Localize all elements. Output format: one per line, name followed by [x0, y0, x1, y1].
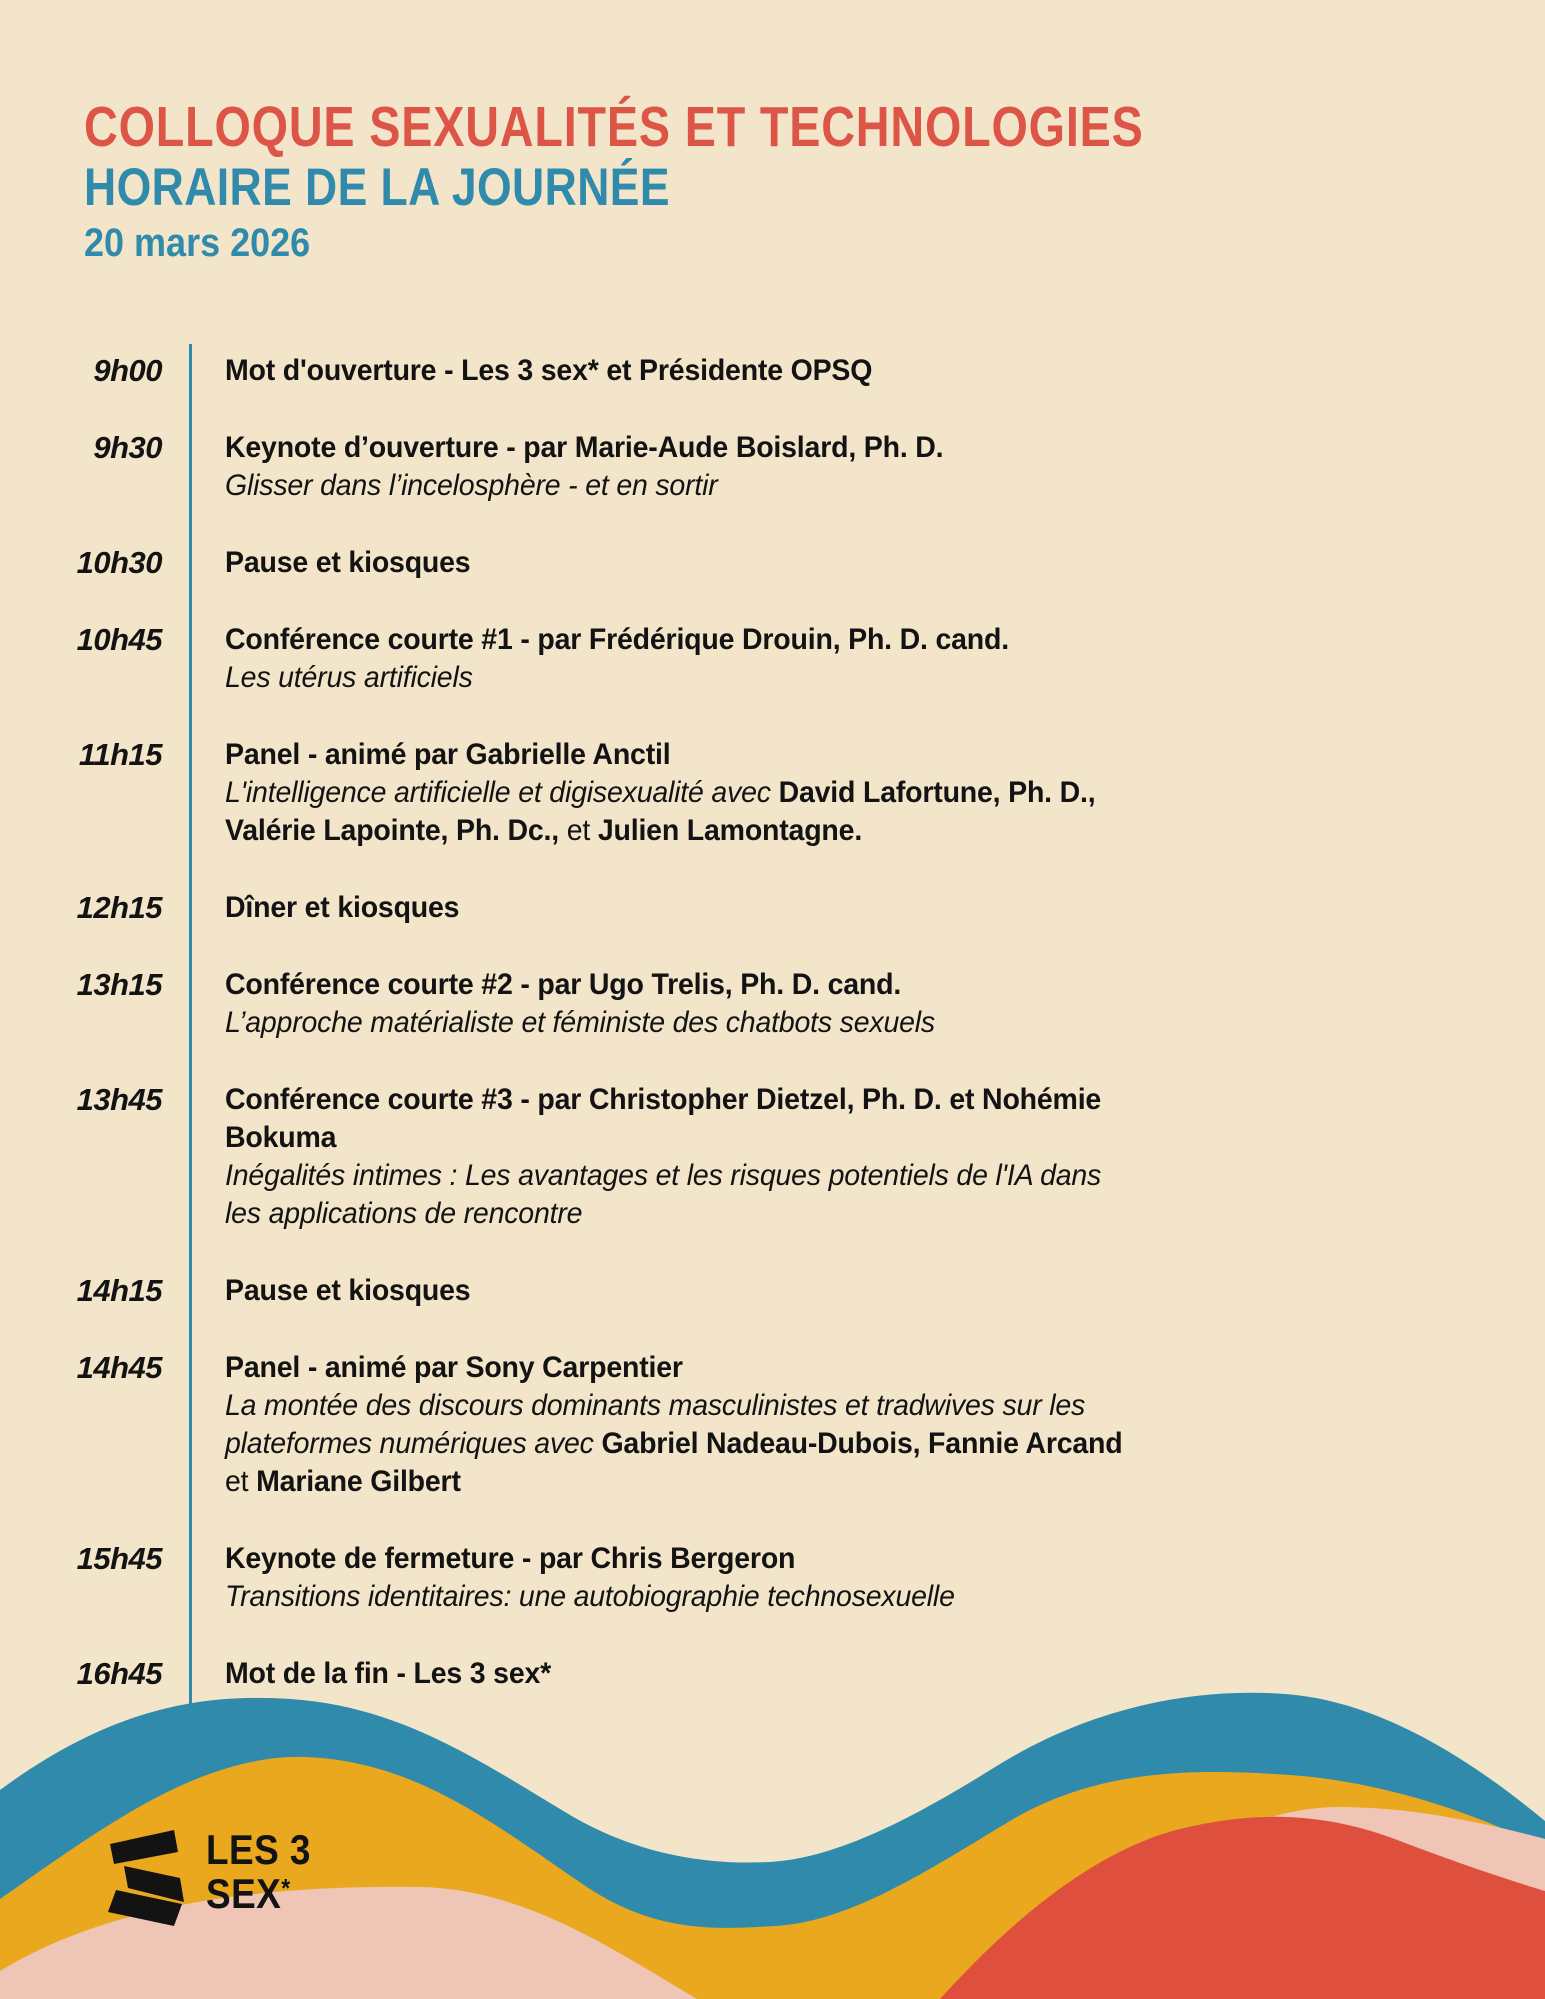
event-details — [225, 544, 1420, 582]
event-time: 14h45 — [76, 1350, 162, 1385]
schedule-row — [0, 621, 1420, 697]
schedule-row — [0, 429, 1420, 505]
schedule-row — [0, 1272, 1420, 1310]
event-subtitle-line: plateformes numériques avec Gabriel Nadeau-Dubois, Fannie Arcand — [225, 1427, 1123, 1460]
event-details — [225, 429, 1420, 505]
event-title-line: Dîner et kiosques — [225, 891, 460, 924]
logo-line1: LES 3 — [206, 1826, 311, 1873]
event-subtitle-line: Inégalités intimes : Les avantages et les risques potentiels de l'IA dans — [225, 1159, 1102, 1192]
event-subtitle-line: Les utérus artificiels — [225, 661, 473, 694]
event-subtitle-line: et Mariane Gilbert — [225, 1465, 461, 1498]
event-time: 15h45 — [76, 1541, 162, 1576]
event-subtitle-line: La montée des discours dominants masculinistes et tradwives sur les — [225, 1389, 1086, 1422]
schedule-row — [0, 1349, 1420, 1501]
les3sex-logo-text — [206, 1826, 311, 1917]
les3sex-logo — [106, 1828, 325, 1926]
schedule-list — [0, 352, 1420, 1732]
event-title-line: Bokuma — [225, 1121, 337, 1154]
event-details — [225, 1540, 1420, 1616]
event-title-line: Conférence courte #1 - par Frédérique Drouin, Ph. D. cand. — [225, 623, 1009, 656]
schedule-row — [0, 736, 1420, 850]
event-title-line: Conférence courte #2 - par Ugo Trelis, Ph. D. cand. — [225, 968, 902, 1001]
event-time: 11h15 — [78, 737, 162, 772]
schedule-row — [0, 1655, 1420, 1693]
event-title-line: Mot d'ouverture - Les 3 sex* et Présidente OPSQ — [225, 354, 873, 387]
event-details — [225, 1081, 1420, 1233]
event-details — [225, 621, 1420, 697]
event-subtitle-line: Valérie Lapointe, Ph. Dc., et Julien Lamontagne. — [225, 814, 863, 847]
schedule-row — [0, 966, 1420, 1042]
event-title-line: Keynote d’ouverture - par Marie-Aude Boislard, Ph. D. — [225, 431, 944, 464]
event-subtitle-line: Transitions identitaires: une autobiographie technosexuelle — [225, 1580, 955, 1613]
event-time: 10h30 — [76, 545, 162, 580]
event-time: 9h00 — [93, 353, 162, 388]
event-time: 16h45 — [76, 1656, 162, 1691]
event-subtitle-line: Glisser dans l’incelosphère - et en sortir — [225, 469, 718, 502]
event-details — [225, 1655, 1420, 1693]
schedule-row — [0, 352, 1420, 390]
page-subtitle: HORAIRE DE LA JOURNÉE — [84, 158, 671, 217]
event-time: 14h15 — [76, 1273, 162, 1308]
event-subtitle-line: L'intelligence artificielle et digisexualité avec David Lafortune, Ph. D., — [225, 776, 1096, 809]
event-time: 10h45 — [76, 622, 162, 657]
event-title-line: Pause et kiosques — [225, 1274, 471, 1307]
event-details — [225, 1272, 1420, 1310]
event-time: 13h45 — [76, 1082, 162, 1117]
event-title-line: Keynote de fermeture - par Chris Bergeron — [225, 1542, 796, 1575]
event-details — [225, 889, 1420, 927]
event-title-line: Mot de la fin - Les 3 sex* — [225, 1657, 552, 1690]
event-time: 12h15 — [76, 890, 162, 925]
page-title: COLLOQUE SEXUALITÉS ET TECHNOLOGIES — [84, 95, 1144, 159]
schedule-row — [0, 1540, 1420, 1616]
event-title-line: Panel - animé par Gabrielle Anctil — [225, 738, 671, 771]
event-subtitle-line: les applications de rencontre — [225, 1197, 583, 1230]
event-title-line: Panel - animé par Sony Carpentier — [225, 1351, 683, 1384]
logo-line2: SEX* — [206, 1870, 291, 1917]
logo-asterisk: * — [281, 1873, 291, 1903]
event-subtitle-line: L’approche matérialiste et féministe des chatbots sexuels — [225, 1006, 935, 1039]
schedule-row — [0, 889, 1420, 927]
event-time: 9h30 — [93, 430, 162, 465]
event-title-line: Conférence courte #3 - par Christopher Dietzel, Ph. D. et Nohémie — [225, 1083, 1102, 1116]
event-time: 13h15 — [76, 967, 162, 1002]
event-details — [225, 966, 1420, 1042]
event-date: 20 mars 2026 — [84, 221, 311, 265]
schedule-row — [0, 544, 1420, 582]
event-title-line: Pause et kiosques — [225, 546, 471, 579]
event-details — [225, 352, 1420, 390]
les3sex-logo-mark-icon — [106, 1828, 190, 1926]
event-details — [225, 1349, 1420, 1501]
schedule-row — [0, 1081, 1420, 1233]
event-details — [225, 736, 1420, 850]
